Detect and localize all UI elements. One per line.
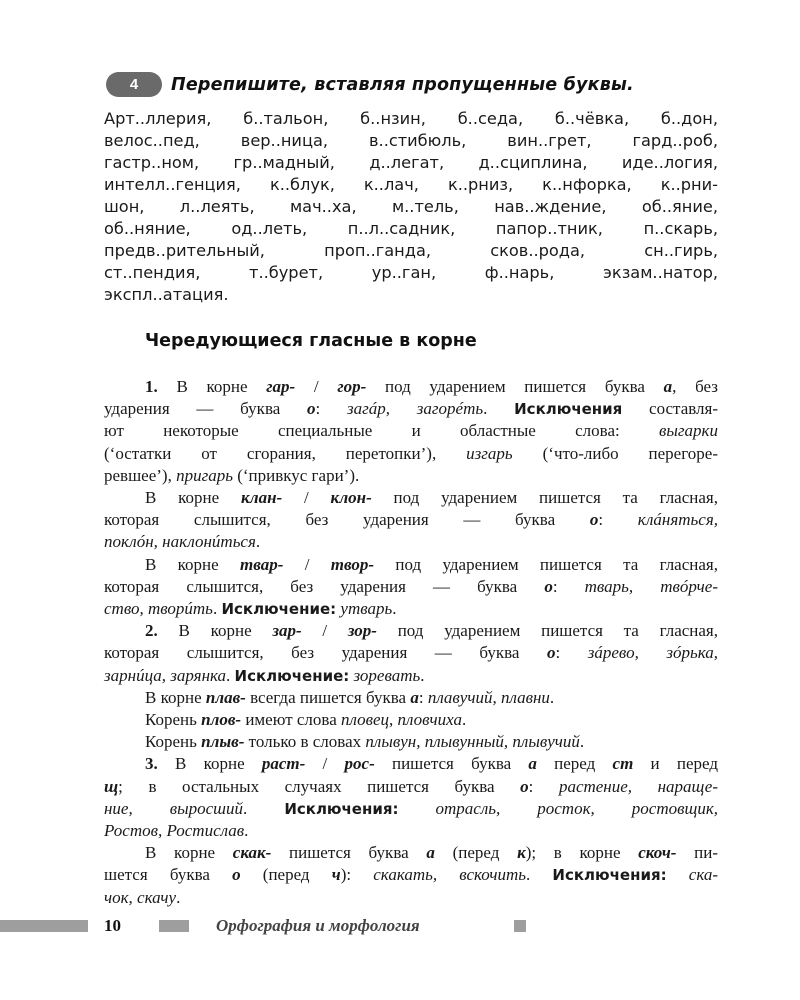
rule-segment: зоревать xyxy=(353,665,421,685)
rule-segment: плыв- xyxy=(201,732,245,752)
rule-segment: . xyxy=(176,887,181,907)
rule-line xyxy=(104,420,718,442)
rule-segment: а xyxy=(426,843,435,863)
rule-segment: пригарь xyxy=(176,465,233,485)
rule-segment: . xyxy=(226,665,235,685)
rule-segment: а xyxy=(528,754,537,774)
rule-line xyxy=(104,598,718,620)
rule-segment: отрасль, росток, ростовщик, xyxy=(435,798,719,818)
rule-segment: зор- xyxy=(347,621,377,641)
section-title: Чередующиеся гласные в корне xyxy=(145,331,477,351)
rule-segment: . xyxy=(392,599,397,619)
rule-segment: ): xyxy=(340,865,374,885)
rule-segment: Исключения xyxy=(514,400,623,419)
rule-segment: которая слышится, без ударения — буква xyxy=(104,643,547,663)
rule-segment: твар- xyxy=(240,554,284,574)
task-number-badge: 4 xyxy=(106,72,162,97)
rule-line xyxy=(104,576,718,598)
rule-line xyxy=(104,665,718,687)
footer-bar-right xyxy=(514,920,526,932)
rule-line xyxy=(104,842,718,864)
rule-segment: . xyxy=(255,532,261,552)
rule-segment: гар- xyxy=(266,377,296,396)
rule-segment: о xyxy=(520,776,529,796)
rule-segment: изгарь xyxy=(466,443,513,463)
rule-segment: ч xyxy=(331,865,341,885)
rule-segment: Исключения: xyxy=(284,799,399,818)
exercise-text xyxy=(104,108,718,306)
rule-segment: о xyxy=(544,576,553,596)
rule-segment: / xyxy=(283,554,331,574)
page-number: 10 xyxy=(104,916,121,935)
rule-segment: растение, нараще- xyxy=(558,776,718,796)
rule-segment: под ударением пишется та гласная, xyxy=(374,554,718,574)
rule-line xyxy=(104,509,718,531)
rule-segment: щ xyxy=(104,776,119,796)
rule-segment: ют некоторые специальные и областные слова: xyxy=(104,421,660,441)
rule-segment: : xyxy=(528,776,559,796)
rule-segment: скоч- xyxy=(638,843,677,863)
task-header xyxy=(106,72,634,97)
rule-segment: о xyxy=(232,865,241,885)
rule-segment: : xyxy=(598,510,638,530)
rule-segment: пловец, пловчиха xyxy=(341,710,462,730)
rule-line xyxy=(104,731,718,753)
rule-segment: и перед xyxy=(633,754,719,774)
rule-segment: В корне xyxy=(178,621,273,641)
rule-segment: . xyxy=(420,665,425,685)
rule-segment: (перед xyxy=(434,843,518,863)
rule-line xyxy=(104,642,718,664)
rule-line xyxy=(104,820,718,842)
rule-segment: плывун, плывунный, плывучий xyxy=(365,732,580,752)
rule-segment: . xyxy=(549,687,555,707)
rule-segment: (‘что-либо перегоре- xyxy=(512,443,718,463)
rule-segment: Исключение: xyxy=(234,666,350,685)
rule-segment: всегда пишется буква xyxy=(245,687,411,707)
rule-segment: рос- xyxy=(344,754,375,774)
exercise-line: об..няние, од..леть, п..л..садник, папор..тник, п..скарь, xyxy=(104,219,718,238)
rule-segment: поклóн, наклонúться xyxy=(104,532,256,552)
rule-segment: Исключение: xyxy=(221,600,337,619)
rule-segment: к xyxy=(517,843,526,863)
footer-bar-middle xyxy=(159,920,189,932)
rule-segment: только в словах xyxy=(244,732,366,752)
rule-segment xyxy=(398,799,435,818)
rule-line xyxy=(104,531,718,553)
rule-segment: плав- xyxy=(205,687,246,707)
rule-segment: . xyxy=(462,710,467,730)
rule-segment: : xyxy=(418,687,428,707)
rule-line xyxy=(104,776,718,798)
exercise-line: Арт..ллерия, б..тальон, б..нзин, б..седа, б..чёвка, б..дон, xyxy=(104,109,718,128)
rule-segment: под ударением пишется та гласная, xyxy=(376,621,718,641)
rule-segment: пишется буква xyxy=(271,843,427,863)
rule-segment: скак- xyxy=(232,843,272,863)
rule-segment: : xyxy=(315,399,348,419)
page-footer xyxy=(0,918,800,938)
exercise-line: интелл..генция, к..блук, к..лач, к..рниз, к..нфорка, к..рни- xyxy=(104,175,718,194)
rule-segment: 1. xyxy=(145,377,177,396)
rule-segment: Корень xyxy=(145,710,202,730)
exercise-line: предв..рительный, проп..ганда, сков..рода, сн..гирь, xyxy=(104,241,718,260)
rule-segment: ударения — буква xyxy=(104,399,308,419)
rule-segment: В корне xyxy=(176,377,267,396)
rule-segment: Ростов, Ростислав xyxy=(104,821,245,841)
rule-segment: зáрево, зóрька, xyxy=(587,643,718,663)
exercise-line: шон, л..леять, мач..ха, м..тель, нав..ждение, об..яние, xyxy=(104,197,718,216)
rules-text xyxy=(104,376,718,909)
rule-segment: а xyxy=(410,687,419,707)
rule-segment: , без xyxy=(672,377,719,396)
task-heading: Перепишите, вставляя пропущенные буквы. xyxy=(171,74,634,95)
rule-segment: ; в остальных случаях пишется буква xyxy=(118,776,521,796)
rule-segment: загáр, загорéть xyxy=(347,399,484,419)
rule-segment: зар- xyxy=(272,621,302,641)
rule-segment: . xyxy=(579,732,585,752)
rule-segment: . xyxy=(212,599,222,619)
rule-segment: зарнúца, зарянка xyxy=(104,665,227,685)
rule-segment: которая слышится, без ударения — буква xyxy=(104,576,545,596)
rule-segment: (‘остатки от сгорания, перетопки’), xyxy=(104,443,467,463)
exercise-line: велос..пед, вер..ница, в..стибюль, вин..грет, гард..роб, xyxy=(104,131,718,150)
running-title: Орфография и морфология xyxy=(216,916,420,935)
rule-segment: : xyxy=(552,576,585,596)
rule-segment: ска- xyxy=(688,865,719,885)
rule-segment: гор- xyxy=(337,377,367,396)
exercise-line: гастр..ном, гр..мадный, д..легат, д..сциплина, иде..логия, xyxy=(104,153,718,172)
rule-segment: пишется буква xyxy=(374,754,529,774)
rule-line xyxy=(104,864,718,886)
rule-segment: . xyxy=(243,798,285,818)
exercise-line: экспл..атация. xyxy=(104,285,229,304)
rule-segment: составля- xyxy=(622,399,719,419)
rule-segment xyxy=(667,865,689,884)
rule-segment: ревшее’), xyxy=(104,465,177,485)
rule-segment: плов- xyxy=(201,710,242,730)
exercise-line: ст..пендия, т..бурет, ур..ган, ф..нарь, экзам..натор, xyxy=(104,263,718,282)
rule-segment: Корень xyxy=(145,732,202,752)
rule-segment: раст- xyxy=(261,754,306,774)
rule-segment: под ударением пишется та гласная, xyxy=(371,488,718,508)
rule-line xyxy=(104,443,718,465)
rule-line xyxy=(104,887,718,909)
rule-segment: клон- xyxy=(330,488,372,508)
rule-line xyxy=(104,798,718,820)
rule-segment: . xyxy=(244,821,249,841)
rule-segment: скакать, вскочить xyxy=(373,865,526,885)
rule-line xyxy=(104,620,718,642)
rule-segment: 3. xyxy=(145,754,175,774)
rule-segment: выгарки xyxy=(659,421,718,441)
rule-segment: пи- xyxy=(676,843,718,863)
rule-line xyxy=(104,465,718,487)
rule-segment: (‘привкус гари’). xyxy=(232,465,360,485)
rule-segment: ); в корне xyxy=(525,843,639,863)
rule-line xyxy=(104,709,718,731)
rule-segment: / xyxy=(301,621,348,641)
rule-segment: / xyxy=(295,377,338,396)
rule-segment: / xyxy=(305,754,345,774)
rule-segment: В корне xyxy=(175,754,262,774)
rule-segment: В корне xyxy=(145,843,233,863)
rule-segment: Исключения: xyxy=(552,866,667,885)
rule-segment: утварь xyxy=(340,599,393,619)
rule-segment: которая слышится, без ударения — буква xyxy=(104,510,590,530)
rule-segment: В корне xyxy=(145,554,241,574)
rule-segment: (перед xyxy=(240,865,332,885)
rule-line xyxy=(104,554,718,576)
rule-segment: имеют слова xyxy=(241,710,342,730)
rule-segment: . xyxy=(483,399,515,419)
rule-segment: клан- xyxy=(240,488,283,508)
rule-line xyxy=(104,398,718,420)
rule-segment: чок, скачу xyxy=(104,887,177,907)
rule-segment: В корне xyxy=(145,488,241,508)
rule-segment: . xyxy=(525,865,553,885)
rule-segment: В корне xyxy=(145,687,206,707)
rule-segment: о xyxy=(589,510,599,530)
footer-bar-left xyxy=(0,920,88,932)
rule-segment: под ударением пишется буква xyxy=(366,377,664,396)
rule-segment: о xyxy=(546,643,556,663)
rule-segment: ство, творúть xyxy=(104,599,213,619)
rule-segment: плавучий, плавни xyxy=(427,687,550,707)
rule-segment: ст xyxy=(612,754,634,774)
rule-line xyxy=(104,687,718,709)
rule-segment: : xyxy=(555,643,588,663)
rule-segment: / xyxy=(282,488,331,508)
rule-line xyxy=(104,376,718,398)
rule-segment: ние, выросший xyxy=(104,798,244,818)
rule-line xyxy=(104,753,718,775)
rule-segment: твор- xyxy=(330,554,375,574)
rule-segment: 2. xyxy=(145,621,179,641)
rule-segment: а xyxy=(663,377,673,396)
rule-segment: клáняться, xyxy=(637,510,718,530)
rule-segment: шется буква xyxy=(104,865,233,885)
rule-segment: тварь, твóрче- xyxy=(584,576,718,596)
rule-line xyxy=(104,487,718,509)
rule-segment: перед xyxy=(536,754,613,774)
rule-segment: о xyxy=(307,399,316,419)
